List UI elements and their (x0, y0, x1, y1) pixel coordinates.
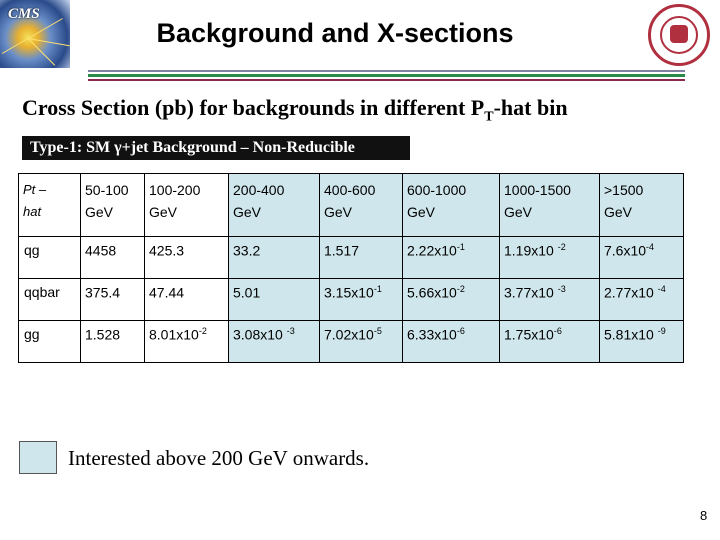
table-header-row (19, 174, 684, 237)
table-cell: 1.517 (320, 237, 403, 279)
legend-swatch (19, 441, 57, 474)
table-row-gg (19, 321, 684, 363)
table-cell: $2.22x10^{-1}$ (403, 237, 500, 279)
column-header-1000-1500: 1000-1500 GeV (500, 174, 600, 237)
column-header-200-400: 200-400 GeV (229, 174, 320, 237)
table-cell: $7.02x10^{-5}$ (320, 321, 403, 363)
row-label: gg (19, 321, 81, 363)
table-cell: $6.33x10^{-6}$ (403, 321, 500, 363)
seal-emblem (670, 25, 688, 43)
subtitle-prefix: Cross Section (pb) for backgrounds in different P (22, 95, 485, 120)
table-cell: 3.08x10 $^{-3}$ (229, 321, 320, 363)
subtitle-subscript: T (484, 109, 494, 125)
table-cell: 33.2 (229, 237, 320, 279)
row-label: qg (19, 237, 81, 279)
university-seal-icon (648, 4, 710, 66)
table-cell: $3.15x10^{-1}$ (320, 279, 403, 321)
table-cell: 4458 (81, 237, 145, 279)
column-header-400-600: 400-600 GeV (320, 174, 403, 237)
background-type-label: Type-1: SM γ+jet Background – Non-Reducible (22, 136, 410, 160)
table-cell: 2.77x10 $^{-4}$ (600, 279, 684, 321)
cms-logo (0, 0, 70, 68)
cms-logo-text: CMS (8, 6, 40, 22)
section-subtitle (22, 95, 568, 125)
page-number: 8 (700, 508, 708, 523)
table-cell: 47.44 (145, 279, 229, 321)
column-header-100-200: 100-200 GeV (145, 174, 229, 237)
table-cell: 5.81x10 $^{-9}$ (600, 321, 684, 363)
table-cell: 1.19x10 $^{-2}$ (500, 237, 600, 279)
table-row-qg (19, 237, 684, 279)
table-cell: 375.4 (81, 279, 145, 321)
column-header-50-100: 50-100 GeV (81, 174, 145, 237)
subtitle-suffix: -hat bin (493, 95, 568, 120)
table-cell: $8.01x10^{-2}$ (145, 321, 229, 363)
table-cell: 3.77x10 $^{-3}$ (500, 279, 600, 321)
table-row-qqbar (19, 279, 684, 321)
table-cell: $5.66x10^{-2}$ (403, 279, 500, 321)
row-header-cell: Pt – hat (19, 174, 81, 237)
column-header-1500-plus: >1500 GeV (600, 174, 684, 237)
slide-title: Background and X-sections (156, 18, 514, 48)
row-label: qqbar (19, 279, 81, 321)
table-cell: $1.75x10^{-6}$ (500, 321, 600, 363)
cross-section-table (18, 173, 684, 363)
logo-ray (2, 38, 28, 54)
column-header-600-1000: 600-1000 GeV (403, 174, 500, 237)
legend-text: Interested above 200 GeV onwards. (68, 446, 370, 470)
table-cell: 425.3 (145, 237, 229, 279)
table-cell: 5.01 (229, 279, 320, 321)
table-cell: 1.528 (81, 321, 145, 363)
title-underline (88, 70, 685, 81)
table-cell: $7.6x10^{-4}$ (600, 237, 684, 279)
